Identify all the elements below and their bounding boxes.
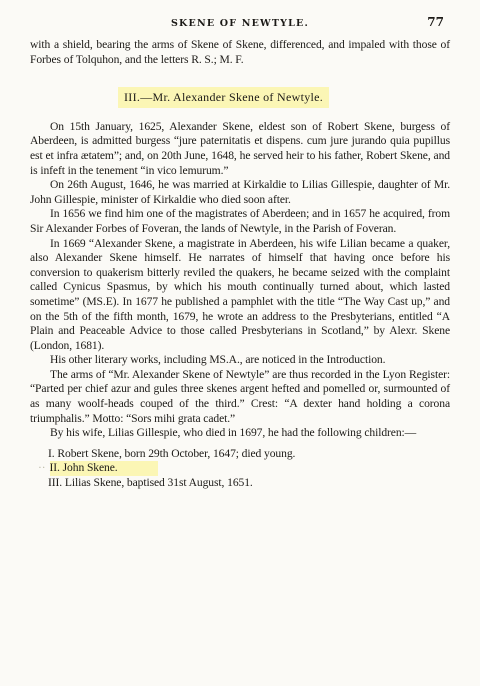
section-title-highlighted: III.—Mr. Alexander Skene of Newtyle.	[118, 87, 329, 108]
children-list	[30, 447, 450, 491]
child-item-2	[30, 461, 450, 476]
paragraph-6: The arms of “Mr. Alexander Skene of Newtyle” are thus recorded in the Lyon Register: “Parted per chief azur and gules three skenes argent hefted and pomelled or, surmounted of as many woolf-heads couped of the third.” Crest: “A dexter hand holding a corona triumphalis.” Motto: “Sors mihi grata cadet.”	[30, 367, 450, 425]
page-header	[0, 14, 480, 34]
page-number: 77	[427, 15, 444, 29]
child-item-3: III. Lilias Skene, baptised 31st August, 1651.	[48, 476, 253, 490]
paragraph-4: In 1669 “Alexander Skene, a magistrate in Aberdeen, his wife Lilian became a quaker, also Alexander Skene himself. He narrates of himself that having once before his conversion to quakerism bitterly reviled the quakers, he became seized with the complaint called Cynicus Spasmus, by which his mouth continually turned about, which lasted sometime” (MS.E). In 1677 he published a pamphlet with the title “The Way Cast up,” and on the 5th of the fifth month, 1679, he wrote an address to the Presbyterians, entitled “A Plain and Peaceable Advice to those called Presbyterians in Scotland,” by Alexr. Skene (London, 1681).	[30, 236, 450, 352]
paragraph-3: In 1656 we find him one of the magistrates of Aberdeen; and in 1657 he acquired, from Sir Alexander Forbes of Foveran, the lands of Newtyle, in the Parish of Foveran.	[30, 207, 450, 235]
child-item-2-highlighted: II. John Skene.	[50, 461, 158, 476]
paragraph-7: By his wife, Lilias Gillespie, who died in 1697, he had the following children:—	[50, 426, 417, 440]
margin-mark: ··	[38, 461, 46, 475]
paragraph-2: On 26th August, 1646, he was married at Kirkaldie to Lilias Gillespie, daughter of Mr. John Gillespie, minister of Kirkaldie who died soon after.	[30, 178, 450, 206]
paragraph-5: His other literary works, including MS.A., are noticed in the Introduction.	[50, 353, 386, 367]
intro-paragraph: with a shield, bearing the arms of Skene of Skene, differenced, and impaled with those of Forbes of Tolquhon, and the letters R. S.; M. F.	[30, 38, 450, 66]
running-head: SKENE OF NEWTYLE.	[171, 18, 309, 29]
child-item-1: I. Robert Skene, born 29th October, 1647; died young.	[48, 446, 296, 460]
paragraph-1: On 15th January, 1625, Alexander Skene, eldest son of Robert Skene, burgess of Aberdeen, is admitted burgess “jure paternitatis et dispens. cum jure jurando quia pupillus est et infra ætatem”; and, on 20th June, 1648, he served heir to his father, Robert Skene, and is infeft in the tenement “in vico lemurum.”	[30, 119, 450, 177]
page-body	[30, 38, 450, 491]
